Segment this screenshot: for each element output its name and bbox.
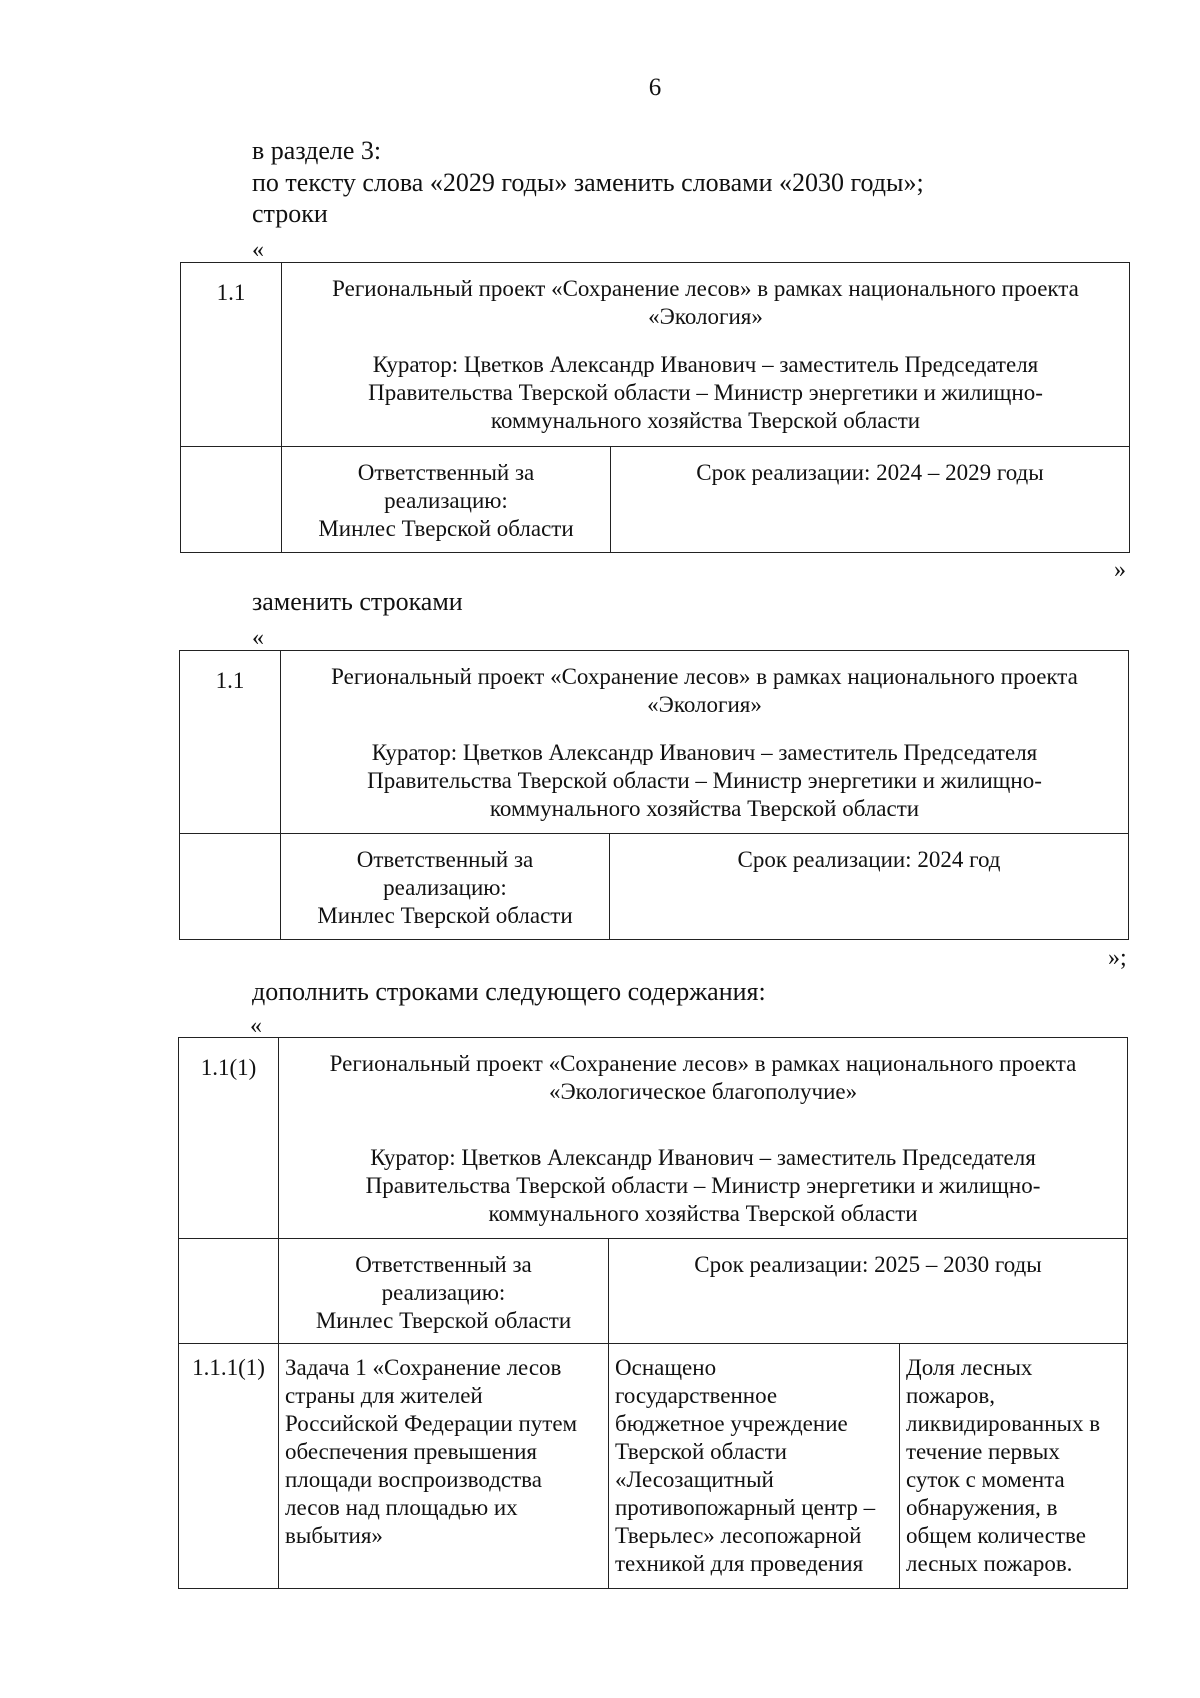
project-title-line: Региональный проект «Сохранение лесов» в рамках национального проекта <box>331 664 1078 689</box>
table-old-rows <box>180 262 1130 553</box>
task-line: Российской Федерации путем <box>285 1411 578 1436</box>
row-number: 1.1 <box>180 651 281 834</box>
table-new-rows <box>179 650 1129 940</box>
close-quote-semicolon: »; <box>1108 945 1127 971</box>
project-title-line: «Экология» <box>647 692 762 717</box>
indicator-line: обнаружения, в <box>906 1495 1058 1520</box>
project-title-line: «Экологическое благополучие» <box>548 1079 858 1104</box>
task-number: 1.1.1(1) <box>179 1344 279 1589</box>
task-line: Задача 1 «Сохранение лесов <box>285 1355 562 1380</box>
result-line: Тверской области <box>615 1439 787 1464</box>
row-number: 1.1 <box>181 263 282 447</box>
result-cell <box>609 1344 900 1589</box>
responsible-line: Минлес Тверской области <box>318 516 574 541</box>
result-line: «Лесозащитный <box>615 1467 774 1492</box>
task-cell <box>279 1344 609 1589</box>
term-cell <box>611 447 1130 553</box>
project-title-cell <box>279 1038 1128 1239</box>
task-line: площади воспроизводства <box>285 1467 542 1492</box>
curator-line: Куратор: Цветков Александр Иванович – заместитель Председателя <box>370 1145 1036 1170</box>
responsible-line: Ответственный за <box>357 460 535 485</box>
curator-line: коммунального хозяйства Тверской области <box>488 1201 918 1226</box>
indicator-line: пожаров, <box>906 1383 995 1408</box>
indicator-line: Доля лесных <box>906 1355 1033 1380</box>
indicator-line: суток с момента <box>906 1467 1065 1492</box>
curator-line: Правительства Тверской области – Министр энергетики и жилищно- <box>368 380 1043 405</box>
intro-line-1: в разделе 3: <box>252 136 382 165</box>
project-title-line: Региональный проект «Сохранение лесов» в рамках национального проекта <box>332 276 1079 301</box>
curator-line: коммунального хозяйства Тверской области <box>490 408 921 433</box>
replace-with-label: заменить строками <box>252 587 463 616</box>
project-title-line: «Экология» <box>648 304 763 329</box>
task-line: страны для жителей <box>285 1383 483 1408</box>
project-title-line: Региональный проект «Сохранение лесов» в рамках национального проекта <box>329 1051 1077 1076</box>
result-line: техникой для проведения <box>615 1551 864 1576</box>
empty-cell <box>181 447 282 553</box>
row-number: 1.1(1) <box>179 1038 279 1239</box>
result-line: Оснащено <box>615 1355 717 1380</box>
close-quote: » <box>1114 557 1126 583</box>
responsible-line: Ответственный за <box>356 847 534 872</box>
page-number: 6 <box>648 74 662 101</box>
responsible-line: реализацию: <box>383 875 507 900</box>
empty-cell <box>180 834 281 940</box>
responsible-cell <box>281 834 610 940</box>
indicator-line: ликвидированных в <box>906 1411 1101 1436</box>
supplement-label: дополнить строками следующего содержания: <box>252 977 766 1006</box>
responsible-line: реализацию: <box>384 488 508 513</box>
responsible-line: Ответственный за <box>355 1252 532 1277</box>
indicator-line: лесных пожаров. <box>906 1551 1073 1576</box>
intro-line-2: по тексту слова «2029 годы» заменить словами «2030 годы»; <box>252 168 924 197</box>
curator-line: Правительства Тверской области – Министр энергетики и жилищно- <box>365 1173 1041 1198</box>
result-line: государственное <box>615 1383 778 1408</box>
curator-line: коммунального хозяйства Тверской области <box>489 796 920 821</box>
responsible-line: реализацию: <box>381 1280 506 1305</box>
curator-line: Правительства Тверской области – Министр энергетики и жилищно- <box>367 768 1042 793</box>
indicator-cell <box>900 1344 1128 1589</box>
term-text: Срок реализации: 2025 – 2030 годы <box>694 1252 1042 1277</box>
result-line: бюджетное учреждение <box>615 1411 848 1436</box>
task-line: лесов над площадью их <box>285 1495 518 1520</box>
result-line: Тверьлес» лесопожарной <box>615 1523 862 1548</box>
responsible-line: Минлес Тверской области <box>317 903 573 928</box>
open-quote: « <box>250 1013 262 1039</box>
responsible-line: Минлес Тверской области <box>315 1308 572 1333</box>
open-quote: « <box>252 625 264 651</box>
open-quote: « <box>252 237 264 263</box>
empty-cell <box>179 1239 279 1344</box>
project-title-cell <box>282 263 1130 447</box>
term-text: Срок реализации: 2024 год <box>737 847 1001 872</box>
responsible-cell <box>279 1239 609 1344</box>
term-cell <box>609 1239 1128 1344</box>
indicator-line: общем количестве <box>906 1523 1086 1548</box>
indicator-line: течение первых <box>906 1439 1060 1464</box>
task-line: обеспечения превышения <box>285 1439 538 1464</box>
project-title-cell <box>281 651 1129 834</box>
table-added-rows <box>178 1037 1128 1589</box>
result-line: противопожарный центр – <box>615 1495 876 1520</box>
task-line: выбытия» <box>285 1523 383 1548</box>
curator-line: Куратор: Цветков Александр Иванович – заместитель Председателя <box>371 740 1038 765</box>
term-cell <box>610 834 1129 940</box>
intro-line-3: строки <box>252 199 328 228</box>
curator-line: Куратор: Цветков Александр Иванович – заместитель Председателя <box>372 352 1039 377</box>
responsible-cell <box>282 447 611 553</box>
term-text: Срок реализации: 2024 – 2029 годы <box>696 460 1044 485</box>
